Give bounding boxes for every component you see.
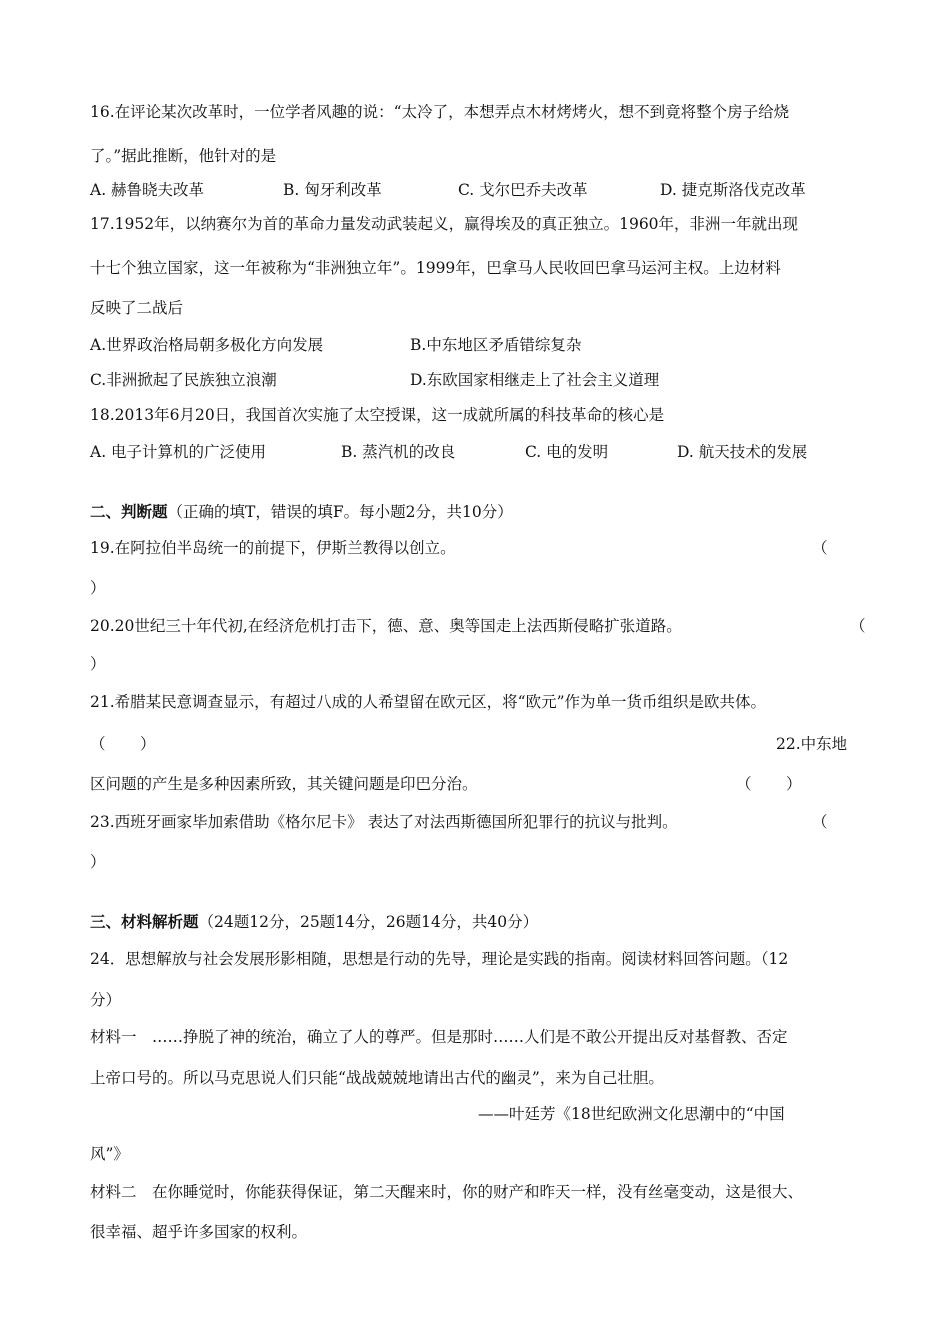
q17-option-c: C.非洲掀起了民族独立浪潮 bbox=[90, 371, 277, 389]
q16-option-c: C. 戈尔巴乔夫改革 bbox=[458, 181, 588, 199]
q24-material1-source-line1: ——叶廷芳《18世纪欧洲文化思潮中的“中国 bbox=[478, 1105, 785, 1123]
q17-option-d: D.东欧国家相继走上了社会主义道理 bbox=[410, 371, 660, 389]
q18-option-b: B. 蒸汽机的改良 bbox=[341, 443, 456, 461]
q21-text: 21.希腊某民意调查显示，有超过八成的人希望留在欧元区，将“欧元”作为单一货币组织是欧共体。 bbox=[90, 693, 767, 711]
q16-stem-line2: 了。”据此推断，他针对的是 bbox=[90, 147, 277, 165]
q16-option-b: B. 匈牙利改革 bbox=[283, 181, 382, 199]
q24-material1-source-line2: 风”》 bbox=[90, 1145, 129, 1163]
q21-bracket: （ ） bbox=[90, 735, 156, 753]
q17-stem-line2: 十七个独立国家，这一年被称为“非洲独立年”。1999年，巴拿马人民收回巴拿马运河主权。上边材料 bbox=[90, 259, 781, 277]
section-2-heading bbox=[90, 502, 513, 522]
q23-text: 23.西班牙画家毕加索借助《格尔尼卡》 表达了对法西斯德国所犯罪行的抗议与批判。 bbox=[90, 813, 678, 831]
q24-stem-line2: 分） bbox=[90, 991, 122, 1009]
q19-bracket-close: ） bbox=[90, 579, 106, 597]
q23-bracket-open: （ bbox=[812, 813, 828, 831]
section-3-note: （24题12分，25题14分，26题14分，共40分） bbox=[198, 913, 539, 931]
q18-option-d: D. 航天技术的发展 bbox=[677, 443, 808, 461]
q20-bracket-open: （ bbox=[850, 617, 866, 635]
q18-stem: 18.2013年6月20日，我国首次实施了太空授课，这一成就所属的科技革命的核心是 bbox=[90, 406, 665, 424]
q24-material1-line2: 上帝口号的。所以马克思说人们只能“战战兢兢地请出古代的幽灵”，来为自己壮胆。 bbox=[90, 1069, 664, 1087]
q17-stem-line1: 17.1952年，以纳赛尔为首的革命力量发动武装起义，赢得埃及的真正独立。1960年，非洲一年就出现 bbox=[90, 215, 799, 233]
q23-bracket-close: ） bbox=[90, 853, 106, 871]
q19-text: 19.在阿拉伯半岛统一的前提下，伊斯兰教得以创立。 bbox=[90, 539, 456, 557]
q20-bracket-close: ） bbox=[90, 655, 106, 673]
q22-text-start: 22.中东地 bbox=[776, 735, 848, 753]
q18-option-c: C. 电的发明 bbox=[525, 443, 609, 461]
q24-material1-line1: 材料一 ……挣脱了神的统治，确立了人的尊严。但是那时……人们是不敢公开提出反对基督教、否定 bbox=[90, 1028, 788, 1046]
q16-option-a: A. 赫鲁晓夫改革 bbox=[90, 181, 205, 199]
section-2-note: （正确的填T，错误的填F。每小题2分，共10分） bbox=[167, 503, 513, 521]
q18-option-a: A. 电子计算机的广泛使用 bbox=[90, 443, 267, 461]
q19-bracket-open: （ bbox=[812, 539, 828, 557]
q22-text-rest: 区问题的产生是多种因素所致，其关键问题是印巴分治。 bbox=[90, 775, 478, 793]
q24-material2-line1: 材料二 在你睡觉时，你能获得保证，第二天醒来时，你的财产和昨天一样，没有丝毫变动，这是很大、 bbox=[90, 1183, 804, 1201]
q24-material2-line2: 很幸福、超乎许多国家的权利。 bbox=[90, 1223, 308, 1241]
q17-stem-line3: 反映了二战后 bbox=[90, 299, 184, 317]
q22-bracket: （ ） bbox=[736, 775, 802, 793]
q17-option-b: B.中东地区矛盾错综复杂 bbox=[410, 336, 582, 354]
section-2-title: 二、判断题 bbox=[90, 503, 168, 521]
q24-stem-line1: 24．思想解放与社会发展形影相随，思想是行动的先导，理论是实践的指南。阅读材料回答问题。（12 bbox=[90, 950, 789, 968]
q20-text: 20.20世纪三十年代初,在经济危机打击下，德、意、奥等国走上法西斯侵略扩张道路。 bbox=[90, 617, 682, 635]
q17-option-a: A.世界政治格局朝多极化方向发展 bbox=[90, 336, 324, 354]
section-3-title: 三、材料解析题 bbox=[90, 913, 199, 931]
section-3-heading bbox=[90, 912, 538, 932]
q16-stem-line1: 16.在评论某次改革时，一位学者风趣的说：“太冷了，本想弄点木材烤烤火，想不到竟将整个房子给烧 bbox=[90, 103, 790, 121]
q16-option-d: D. 捷克斯洛伐克改革 bbox=[660, 181, 806, 199]
